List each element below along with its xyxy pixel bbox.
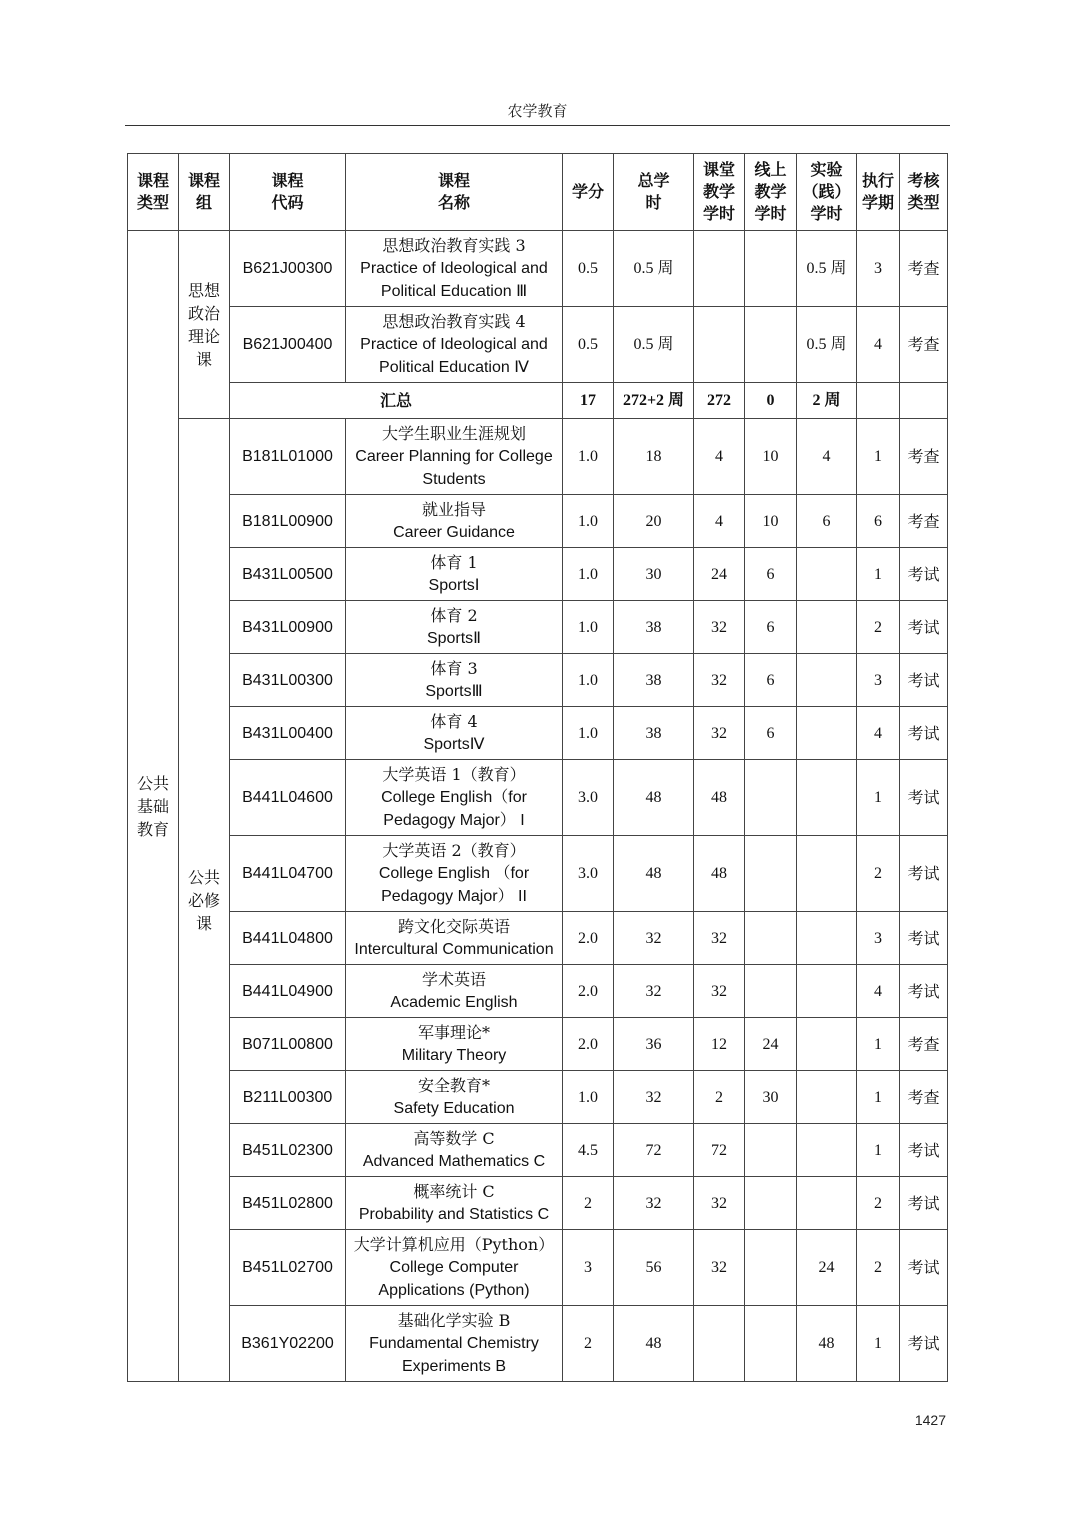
course-code: B431L00900: [230, 601, 346, 654]
exam-type-cell: 考试: [900, 912, 948, 965]
lab-hours-cell: 48: [797, 1306, 857, 1382]
exam-type-cell: 考查: [900, 231, 948, 307]
table-row: [128, 654, 948, 707]
table-row: [128, 1124, 948, 1177]
online-hours-cell: [745, 965, 797, 1018]
classroom-hours-cell: 48: [694, 836, 745, 912]
classroom-hours-cell: 32: [694, 707, 745, 760]
credit-cell: 0.5: [563, 307, 614, 383]
course-name-en: Safety Education: [393, 1100, 515, 1117]
running-header: 农学教育: [507, 102, 568, 120]
classroom-hours-cell: [694, 1306, 745, 1382]
course-name: [346, 1230, 563, 1306]
online-hours-cell: 6: [745, 601, 797, 654]
table-row: [128, 1177, 948, 1230]
exam-type-cell: 考查: [900, 419, 948, 495]
course-group-cell: 公共 必修 课: [179, 419, 230, 1382]
classroom-hours-cell: [694, 231, 745, 307]
semester-cell: 1: [857, 548, 900, 601]
header-course-code: 课程 代码: [230, 154, 346, 231]
header-total-hours: 总学 时: [614, 154, 694, 231]
semester-cell: 1: [857, 1018, 900, 1071]
credit-cell: 4.5: [563, 1124, 614, 1177]
lab-hours-cell: 6: [797, 495, 857, 548]
summary-classroom: 272: [694, 383, 745, 419]
credit-cell: 1.0: [563, 419, 614, 495]
online-hours-cell: [745, 1306, 797, 1382]
course-name-en: SportsⅠ: [428, 577, 480, 594]
total-hours-cell: 38: [614, 601, 694, 654]
header-online-hours: 线上 教学 学时: [745, 154, 797, 231]
lab-hours-cell: 4: [797, 419, 857, 495]
table-row: [128, 760, 948, 836]
course-name: [346, 760, 563, 836]
classroom-hours-cell: [694, 307, 745, 383]
online-hours-cell: 24: [745, 1018, 797, 1071]
course-name: [346, 707, 563, 760]
table-row: [128, 601, 948, 654]
course-code: B181L00900: [230, 495, 346, 548]
credit-cell: 1.0: [563, 548, 614, 601]
exam-type-cell: 考试: [900, 548, 948, 601]
exam-type-cell: 考试: [900, 601, 948, 654]
semester-cell: 4: [857, 707, 900, 760]
credit-cell: 3.0: [563, 760, 614, 836]
course-name-en: SportsⅢ: [425, 683, 483, 700]
course-name-cn: 大学计算机应用（Python）: [353, 1235, 555, 1254]
lab-hours-cell: 0.5 周: [797, 231, 857, 307]
course-code: B441L04800: [230, 912, 346, 965]
table-row: [128, 1306, 948, 1382]
course-name-en: Career Guidance: [393, 524, 515, 541]
table-row: [128, 912, 948, 965]
course-name-en: Fundamental Chemistry Experiments B: [369, 1335, 539, 1375]
course-name: [346, 548, 563, 601]
course-group-cell: 思想 政治 理论 课: [179, 231, 230, 419]
course-code: B361Y02200: [230, 1306, 346, 1382]
classroom-hours-cell: 48: [694, 760, 745, 836]
online-hours-cell: 30: [745, 1071, 797, 1124]
course-name: [346, 654, 563, 707]
course-code: B431L00400: [230, 707, 346, 760]
course-code: B441L04900: [230, 965, 346, 1018]
lab-hours-cell: 0.5 周: [797, 307, 857, 383]
total-hours-cell: 48: [614, 760, 694, 836]
course-name-en: SportsⅡ: [426, 630, 482, 647]
summary-row: [128, 383, 948, 419]
course-name-en: Practice of Ideological and Political Education Ⅳ: [360, 336, 548, 376]
table-row: [128, 419, 948, 495]
table-body: [128, 231, 948, 1382]
semester-cell: 3: [857, 912, 900, 965]
course-code: B451L02700: [230, 1230, 346, 1306]
classroom-hours-cell: 4: [694, 419, 745, 495]
course-name: [346, 1071, 563, 1124]
course-name-cn: 学术英语: [421, 970, 486, 989]
semester-cell: 3: [857, 231, 900, 307]
total-hours-cell: 32: [614, 1177, 694, 1230]
lab-hours-cell: [797, 836, 857, 912]
semester-cell: 2: [857, 836, 900, 912]
semester-cell: 3: [857, 654, 900, 707]
lab-hours-cell: [797, 654, 857, 707]
classroom-hours-cell: 32: [694, 965, 745, 1018]
course-name-cn: 体育 4: [430, 712, 478, 731]
credit-cell: 0.5: [563, 231, 614, 307]
course-table: [127, 153, 948, 1382]
credit-cell: 2.0: [563, 965, 614, 1018]
semester-cell: 1: [857, 1071, 900, 1124]
exam-type-cell: 考试: [900, 1306, 948, 1382]
course-name: [346, 231, 563, 307]
semester-cell: 4: [857, 307, 900, 383]
credit-cell: 1.0: [563, 601, 614, 654]
classroom-hours-cell: 32: [694, 1177, 745, 1230]
table-row: [128, 836, 948, 912]
semester-cell: 4: [857, 965, 900, 1018]
course-name-cn: 安全教育*: [417, 1076, 490, 1095]
semester-cell: 2: [857, 601, 900, 654]
total-hours-cell: 0.5 周: [614, 231, 694, 307]
table-row: [128, 1018, 948, 1071]
course-code: B181L01000: [230, 419, 346, 495]
course-name-en: College English（for Pedagogy Major） I: [381, 789, 527, 829]
course-name-cn: 跨文化交际英语: [397, 917, 510, 936]
course-name-cn: 大学英语 1（教育）: [382, 765, 526, 784]
online-hours-cell: 6: [745, 548, 797, 601]
table-row: [128, 1230, 948, 1306]
semester-cell: 2: [857, 1177, 900, 1230]
semester-cell: 1: [857, 760, 900, 836]
course-name: [346, 601, 563, 654]
exam-type-cell: 考试: [900, 1177, 948, 1230]
semester-cell: 2: [857, 1230, 900, 1306]
semester-cell: 1: [857, 1124, 900, 1177]
header-exam-type: 考核 类型: [900, 154, 948, 231]
lab-hours-cell: 24: [797, 1230, 857, 1306]
total-hours-cell: 38: [614, 654, 694, 707]
course-code: B451L02300: [230, 1124, 346, 1177]
lab-hours-cell: [797, 707, 857, 760]
course-name-en: Academic English: [390, 994, 518, 1011]
total-hours-cell: 38: [614, 707, 694, 760]
classroom-hours-cell: 24: [694, 548, 745, 601]
summary-exam: [900, 383, 948, 419]
table-row: [128, 495, 948, 548]
summary-semester: [857, 383, 900, 419]
course-name-cn: 概率统计 C: [413, 1182, 495, 1201]
exam-type-cell: 考查: [900, 495, 948, 548]
online-hours-cell: [745, 836, 797, 912]
course-name-en: Probability and Statistics C: [358, 1206, 550, 1223]
classroom-hours-cell: 2: [694, 1071, 745, 1124]
total-hours-cell: 32: [614, 965, 694, 1018]
table-row: [128, 1071, 948, 1124]
credit-cell: 1.0: [563, 654, 614, 707]
course-name-en: Career Planning for College Students: [355, 448, 553, 488]
summary-online: 0: [745, 383, 797, 419]
total-hours-cell: 20: [614, 495, 694, 548]
summary-total: 272+2 周: [614, 383, 694, 419]
lab-hours-cell: [797, 965, 857, 1018]
semester-cell: 1: [857, 1306, 900, 1382]
total-hours-cell: 48: [614, 836, 694, 912]
header-lab-hours: 实验 （践） 学时: [797, 154, 857, 231]
course-code: B211L00300: [230, 1071, 346, 1124]
exam-type-cell: 考试: [900, 836, 948, 912]
table-row: [128, 548, 948, 601]
total-hours-cell: 32: [614, 1071, 694, 1124]
header-classroom-hours: 课堂 教学 学时: [694, 154, 745, 231]
lab-hours-cell: [797, 601, 857, 654]
total-hours-cell: 56: [614, 1230, 694, 1306]
course-name: [346, 307, 563, 383]
exam-type-cell: 考试: [900, 707, 948, 760]
header-course-type: 课程 类型: [128, 154, 179, 231]
online-hours-cell: 6: [745, 654, 797, 707]
semester-cell: 6: [857, 495, 900, 548]
table-row: [128, 231, 948, 307]
course-name-en: Practice of Ideological and Political Education Ⅲ: [360, 260, 548, 300]
course-code: B431L00300: [230, 654, 346, 707]
course-name: [346, 495, 563, 548]
course-name-cn: 基础化学实验 B: [397, 1311, 511, 1330]
online-hours-cell: [745, 1230, 797, 1306]
online-hours-cell: 10: [745, 495, 797, 548]
total-hours-cell: 32: [614, 912, 694, 965]
online-hours-cell: [745, 912, 797, 965]
course-name-cn: 思想政治教育实践 4: [382, 312, 526, 331]
exam-type-cell: 考查: [900, 1018, 948, 1071]
online-hours-cell: [745, 760, 797, 836]
summary-credit: 17: [563, 383, 614, 419]
exam-type-cell: 考试: [900, 654, 948, 707]
course-code: B431L00500: [230, 548, 346, 601]
course-name-en: Advanced Mathematics C: [362, 1153, 546, 1170]
table-row: [128, 307, 948, 383]
lab-hours-cell: [797, 1071, 857, 1124]
header-rule: [125, 125, 950, 126]
course-name: [346, 1177, 563, 1230]
course-code: B621J00400: [230, 307, 346, 383]
credit-cell: 2.0: [563, 1018, 614, 1071]
course-name-cn: 大学英语 2（教育）: [382, 841, 526, 860]
online-hours-cell: [745, 1124, 797, 1177]
course-name: [346, 912, 563, 965]
course-name-cn: 大学生职业生涯规划: [381, 424, 526, 443]
classroom-hours-cell: 32: [694, 601, 745, 654]
exam-type-cell: 考查: [900, 1071, 948, 1124]
course-code: B441L04700: [230, 836, 346, 912]
course-name-cn: 高等数学 C: [413, 1129, 495, 1148]
table-row: [128, 707, 948, 760]
classroom-hours-cell: 32: [694, 912, 745, 965]
header-row: [128, 154, 948, 231]
online-hours-cell: 10: [745, 419, 797, 495]
credit-cell: 2: [563, 1177, 614, 1230]
exam-type-cell: 考试: [900, 965, 948, 1018]
summary-lab: 2 周: [797, 383, 857, 419]
total-hours-cell: 36: [614, 1018, 694, 1071]
course-name-cn: 就业指导: [421, 500, 486, 519]
semester-cell: 1: [857, 419, 900, 495]
course-name-cn: 军事理论*: [417, 1023, 490, 1042]
course-name-cn: 体育 3: [430, 659, 478, 678]
credit-cell: 1.0: [563, 495, 614, 548]
online-hours-cell: [745, 1177, 797, 1230]
course-name-en: College English （for Pedagogy Major） II: [378, 865, 530, 905]
course-name-en: SportsⅣ: [423, 736, 485, 753]
course-name-en: College Computer Applications (Python): [378, 1259, 530, 1299]
course-code: B441L04600: [230, 760, 346, 836]
course-name: [346, 1124, 563, 1177]
course-name-cn: 体育 2: [430, 606, 478, 625]
credit-cell: 3.0: [563, 836, 614, 912]
course-name-cn: 思想政治教育实践 3: [382, 236, 526, 255]
course-name: [346, 1018, 563, 1071]
online-hours-cell: [745, 307, 797, 383]
header-credit: 学分: [563, 154, 614, 231]
classroom-hours-cell: 72: [694, 1124, 745, 1177]
lab-hours-cell: [797, 1177, 857, 1230]
table-row: [128, 965, 948, 1018]
credit-cell: 2: [563, 1306, 614, 1382]
header-course-name: 课程 名称: [346, 154, 563, 231]
lab-hours-cell: [797, 548, 857, 601]
header-semester: 执行 学期: [857, 154, 900, 231]
total-hours-cell: 0.5 周: [614, 307, 694, 383]
course-name: [346, 1306, 563, 1382]
classroom-hours-cell: 32: [694, 654, 745, 707]
credit-cell: 1.0: [563, 707, 614, 760]
classroom-hours-cell: 4: [694, 495, 745, 548]
total-hours-cell: 18: [614, 419, 694, 495]
lab-hours-cell: [797, 912, 857, 965]
lab-hours-cell: [797, 1018, 857, 1071]
course-code: B451L02800: [230, 1177, 346, 1230]
credit-cell: 3: [563, 1230, 614, 1306]
course-name-cn: 体育 1: [430, 553, 478, 572]
summary-label: 汇总: [230, 383, 563, 419]
exam-type-cell: 考试: [900, 1124, 948, 1177]
classroom-hours-cell: 32: [694, 1230, 745, 1306]
classroom-hours-cell: 12: [694, 1018, 745, 1071]
total-hours-cell: 30: [614, 548, 694, 601]
online-hours-cell: [745, 231, 797, 307]
total-hours-cell: 48: [614, 1306, 694, 1382]
page-number: 1427: [914, 1412, 946, 1428]
course-code: B621J00300: [230, 231, 346, 307]
lab-hours-cell: [797, 1124, 857, 1177]
course-name: [346, 419, 563, 495]
exam-type-cell: 考查: [900, 307, 948, 383]
course-type-cell: 公共 基础 教育: [128, 231, 179, 1382]
header-course-group: 课程 组: [179, 154, 230, 231]
course-name: [346, 836, 563, 912]
credit-cell: 1.0: [563, 1071, 614, 1124]
course-name-en: Military Theory: [401, 1047, 507, 1064]
exam-type-cell: 考试: [900, 760, 948, 836]
course-name: [346, 965, 563, 1018]
credit-cell: 2.0: [563, 912, 614, 965]
total-hours-cell: 72: [614, 1124, 694, 1177]
lab-hours-cell: [797, 760, 857, 836]
online-hours-cell: 6: [745, 707, 797, 760]
course-name-en: Intercultural Communication: [354, 941, 554, 958]
course-code: B071L00800: [230, 1018, 346, 1071]
exam-type-cell: 考试: [900, 1230, 948, 1306]
